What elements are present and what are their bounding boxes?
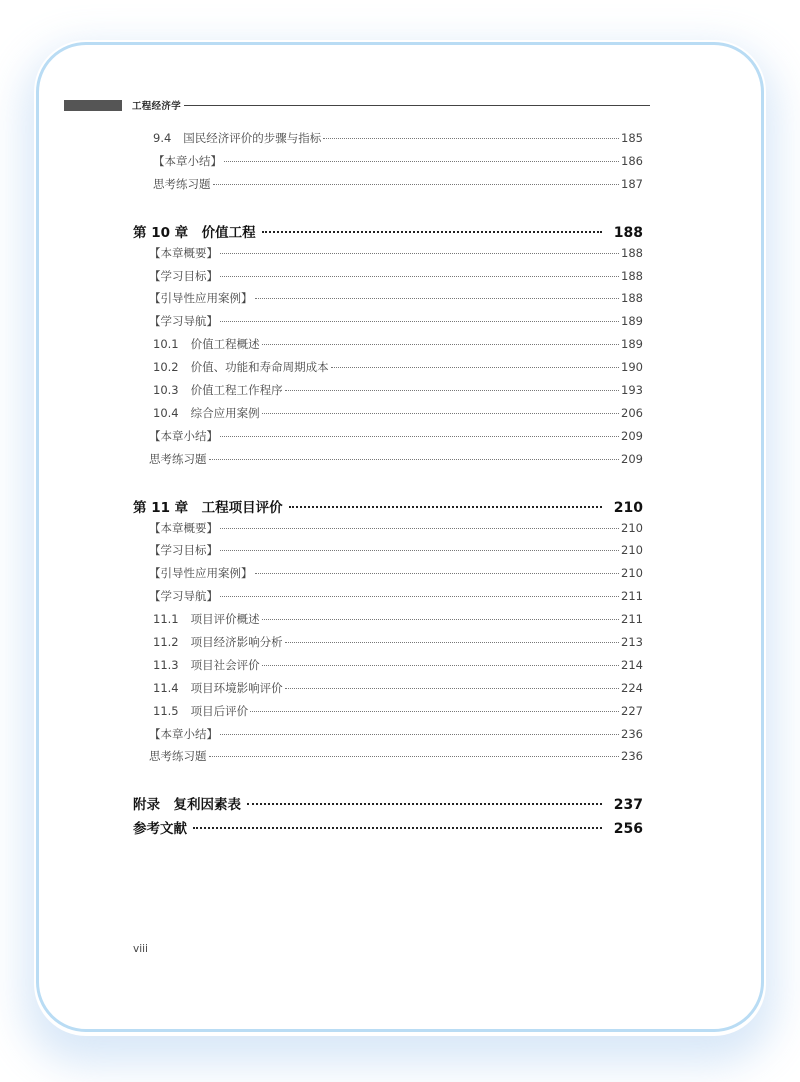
- toc-entry[interactable]: [133, 359, 643, 382]
- toc-entry-label: [149, 428, 218, 444]
- dot-leader: [220, 276, 619, 277]
- toc-entry-label: [149, 290, 253, 306]
- entry-title: 思考练习题: [153, 176, 211, 191]
- entry-page: 209: [621, 428, 643, 443]
- dot-leader: [331, 367, 619, 368]
- toc-entry[interactable]: [133, 565, 643, 588]
- dot-leader: [285, 688, 619, 689]
- toc-entry-label: [153, 680, 283, 696]
- chapter-title: 第 11 章 工程项目评价: [133, 499, 283, 516]
- prev-section: [133, 130, 643, 199]
- dot-leader: [262, 619, 619, 620]
- toc-entry-label: [149, 588, 218, 604]
- entry-title: 价值、功能和寿命周期成本: [190, 360, 329, 375]
- dot-leader: [255, 298, 620, 299]
- toc-entry[interactable]: [133, 130, 643, 153]
- toc-entry-label: [153, 405, 260, 421]
- entry-page: 188: [621, 245, 643, 260]
- dot-leader: [285, 642, 619, 643]
- toc-entry[interactable]: [133, 703, 643, 726]
- toc-entry[interactable]: [133, 268, 643, 291]
- section-number: 11.1: [153, 612, 179, 627]
- entry-page: 236: [621, 726, 643, 741]
- section-number: 10.3: [153, 383, 179, 398]
- toc-entry-label: [149, 542, 218, 558]
- toc-entry[interactable]: [133, 153, 643, 176]
- toc-entry[interactable]: [133, 634, 643, 657]
- references-page: 256: [613, 821, 643, 838]
- dot-leader: [220, 253, 619, 254]
- entry-title: 思考练习题: [149, 451, 207, 466]
- toc-entry[interactable]: [133, 336, 643, 359]
- header-bar: [64, 100, 122, 111]
- dot-leader: [262, 344, 619, 345]
- toc-entry-label: [149, 520, 218, 536]
- toc-entry-label: [153, 657, 260, 673]
- section-number: 11.4: [153, 680, 179, 695]
- dot-leader: [220, 734, 619, 735]
- dot-leader: [224, 161, 619, 162]
- toc-entry[interactable]: [133, 451, 643, 474]
- toc-entry-label: [153, 359, 329, 375]
- section-number: 11.5: [153, 703, 179, 718]
- section-number: 10.1: [153, 337, 179, 352]
- toc-entry[interactable]: [133, 542, 643, 565]
- section-number: 11.3: [153, 657, 179, 672]
- toc-entry[interactable]: [133, 726, 643, 749]
- appendix-heading[interactable]: [133, 793, 643, 817]
- dot-leader: [209, 756, 620, 757]
- toc-entry-label: [149, 245, 218, 261]
- entry-title: 【学习目标】: [149, 268, 218, 283]
- entry-page: 227: [621, 703, 643, 718]
- table-of-contents: [133, 130, 643, 841]
- entry-title: 项目经济影响分析: [190, 635, 283, 650]
- entry-title: 项目环境影响评价: [190, 680, 283, 695]
- entry-page: 186: [621, 153, 643, 168]
- chapter-10-items: [133, 245, 643, 474]
- references-heading[interactable]: [133, 817, 643, 841]
- chapter-11-items: [133, 520, 643, 772]
- toc-entry-label: [149, 726, 218, 742]
- entry-page: 224: [621, 680, 643, 695]
- toc-entry-label: [153, 611, 260, 627]
- entry-title: 思考练习题: [149, 749, 207, 764]
- dot-leader: [289, 506, 602, 508]
- entry-title: 项目社会评价: [190, 657, 260, 672]
- toc-entry-label: [149, 748, 207, 764]
- toc-entry[interactable]: [133, 520, 643, 543]
- entry-title: 【本章概要】: [149, 520, 218, 535]
- dot-leader: [220, 596, 619, 597]
- toc-entry-label: [149, 268, 218, 284]
- entry-title: 项目后评价: [190, 703, 249, 718]
- toc-entry-label: [153, 130, 321, 146]
- dot-leader: [213, 184, 620, 185]
- section-number: 10.2: [153, 360, 179, 375]
- dot-leader: [285, 390, 619, 391]
- entry-title: 【学习目标】: [149, 543, 218, 558]
- entry-page: 210: [621, 543, 643, 558]
- entry-title: 价值工程概述: [190, 337, 260, 352]
- entry-page: 187: [621, 176, 643, 191]
- toc-entry[interactable]: [133, 176, 643, 199]
- references-title: 参考文献: [133, 821, 187, 838]
- entry-page: 189: [621, 337, 643, 352]
- entry-page: 211: [621, 612, 643, 627]
- toc-entry[interactable]: [133, 313, 643, 336]
- dot-leader: [209, 459, 620, 460]
- dot-leader: [262, 231, 602, 233]
- entry-page: 189: [621, 314, 643, 329]
- book-title: 工程经济学: [132, 101, 182, 112]
- section-number: 10.4: [153, 405, 179, 420]
- entry-page: 211: [621, 589, 643, 604]
- chapter-page: 188: [613, 224, 643, 241]
- dot-leader: [262, 413, 619, 414]
- toc-entry-label: [153, 176, 211, 192]
- entry-title: 国民经济评价的步骤与指标: [183, 131, 322, 145]
- header-rule: [184, 105, 650, 106]
- appendix-title: 附录 复利因素表: [133, 797, 241, 814]
- dot-leader: [262, 665, 619, 666]
- dot-leader: [220, 528, 619, 529]
- entry-title: 项目评价概述: [190, 612, 260, 627]
- dot-leader: [250, 711, 619, 712]
- dot-leader: [247, 803, 602, 805]
- entry-title: 【学习导航】: [149, 314, 218, 329]
- entry-page: 188: [621, 291, 643, 306]
- entry-page: 206: [621, 405, 643, 420]
- entry-page: 188: [621, 268, 643, 283]
- dot-leader: [220, 321, 619, 322]
- entry-page: 236: [621, 749, 643, 764]
- toc-entry[interactable]: [133, 245, 643, 268]
- entry-page: 213: [621, 635, 643, 650]
- toc-entry-label: [153, 153, 222, 169]
- toc-entry[interactable]: [133, 611, 643, 634]
- dot-leader: [255, 573, 620, 574]
- entry-title: 【引导性应用案例】: [149, 291, 253, 306]
- entry-page: 185: [621, 131, 643, 145]
- toc-entry[interactable]: [133, 405, 643, 428]
- entry-title: 【引导性应用案例】: [149, 566, 253, 581]
- entry-title: 综合应用案例: [190, 405, 260, 420]
- entry-title: 【本章小结】: [149, 726, 218, 741]
- dot-leader: [323, 138, 619, 139]
- toc-entry[interactable]: [133, 290, 643, 313]
- toc-entry[interactable]: [133, 428, 643, 451]
- toc-entry[interactable]: [133, 748, 643, 771]
- entry-title: 【本章小结】: [149, 428, 218, 443]
- chapter-page: 210: [613, 499, 643, 516]
- entry-title: 价值工程工作程序: [190, 383, 283, 398]
- toc-entry-label: [149, 313, 218, 329]
- chapter-title: 第 10 章 价值工程: [133, 224, 256, 241]
- toc-entry-label: [153, 336, 260, 352]
- toc-entry-label: [153, 703, 248, 719]
- entry-page: 210: [621, 520, 643, 535]
- entry-title: 【本章小结】: [153, 153, 222, 168]
- toc-entry-label: [153, 634, 283, 650]
- toc-entry[interactable]: [133, 382, 643, 405]
- entry-title: 【学习导航】: [149, 589, 218, 604]
- entry-page: 214: [621, 657, 643, 672]
- dot-leader: [220, 550, 619, 551]
- entry-page: 193: [621, 383, 643, 398]
- dot-leader: [220, 436, 619, 437]
- toc-entry[interactable]: [133, 680, 643, 703]
- toc-entry-label: [149, 565, 253, 581]
- section-number: 11.2: [153, 635, 179, 650]
- section-number: 9.4: [153, 131, 172, 145]
- chapter-10-heading[interactable]: [133, 221, 643, 245]
- chapter-11-heading[interactable]: [133, 496, 643, 520]
- toc-entry-label: [149, 451, 207, 467]
- footer-page-number: viii: [133, 943, 148, 955]
- entry-page: 209: [621, 451, 643, 466]
- dot-leader: [193, 827, 602, 829]
- toc-entry-label: [153, 382, 283, 398]
- entry-page: 210: [621, 566, 643, 581]
- entry-title: 【本章概要】: [149, 245, 218, 260]
- toc-entry[interactable]: [133, 657, 643, 680]
- toc-entry[interactable]: [133, 588, 643, 611]
- entry-page: 190: [621, 360, 643, 375]
- appendix-page: 237: [613, 797, 643, 814]
